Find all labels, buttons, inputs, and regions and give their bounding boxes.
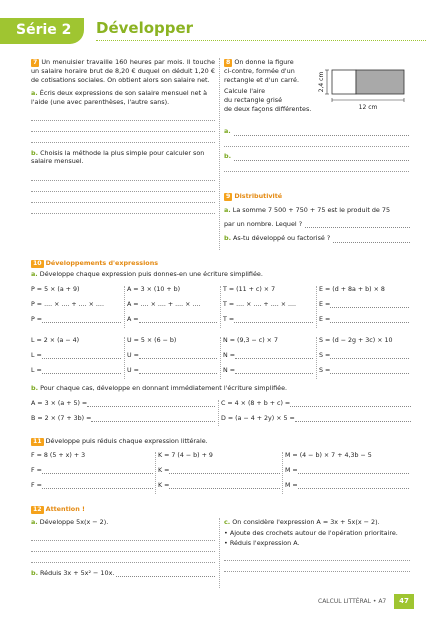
exercise-12-c-bullet-1: Ajoute des crochets autour de l'opération prioritaire.	[229, 528, 398, 537]
exercise-9	[224, 192, 410, 243]
expression-l: L = 2 × (a − 4)	[31, 337, 80, 344]
part-label: a.	[224, 206, 231, 215]
answer-line[interactable]	[31, 552, 215, 563]
exercise-8-intro-3: rectangle et d'un carré.	[224, 75, 300, 84]
answer-line[interactable]	[31, 121, 215, 132]
exercise-10-title: Développements d'expressions	[45, 259, 159, 267]
exercise-8-answers	[224, 125, 409, 172]
expression-p-result: P =	[31, 316, 43, 323]
part-label: b.	[31, 568, 39, 577]
answer-line[interactable]	[116, 570, 215, 577]
expression-b-a: A = 3 × (a + 5) =	[31, 400, 88, 407]
expression-b-b: B = 2 × (7 + 3b) =	[31, 415, 92, 422]
answer-line[interactable]	[42, 367, 121, 374]
expression-u: U = 5 × (6 − b)	[127, 337, 177, 344]
answer-line[interactable]	[290, 400, 411, 407]
answer-line[interactable]	[235, 367, 313, 374]
answer-line[interactable]	[330, 301, 409, 308]
expression-f-result: F =	[31, 482, 42, 489]
answer-line[interactable]	[42, 467, 153, 474]
expression-n-result: N =	[223, 367, 235, 374]
expression-p: P = 5 × (a + 9)	[31, 286, 80, 293]
exercise-10-b-text: Pour chaque cas, développe en donnant immédiatement l'écriture simplifiée.	[40, 384, 288, 392]
page-header	[0, 0, 435, 46]
exercise-8-calc-1: Calcule l'aire	[224, 87, 266, 96]
exercise-10-b-grid	[31, 400, 411, 428]
expression-e: E = (d + 8a + b) × 8	[319, 286, 385, 293]
answer-line[interactable]	[139, 316, 217, 323]
exercise-12-c-bullet-2: Réduis l'expression A.	[229, 539, 300, 548]
expression-f-step: F =	[31, 467, 42, 474]
exercise-7	[31, 58, 215, 214]
answer-line[interactable]	[139, 367, 217, 374]
answer-line[interactable]	[234, 316, 313, 323]
page-number: 47	[394, 594, 414, 609]
expression-m: M = (4 − b) × 7 + 4,3b − 5	[285, 452, 372, 459]
exercise-10	[31, 259, 411, 279]
series-label: Série 2	[16, 22, 72, 38]
expression-s-step: S =	[319, 352, 331, 359]
exercise-12-c-text: On considère l'expression A = 3x + 5x(x − 2).	[232, 518, 380, 526]
footer-chapter: CALCUL LITTÉRAL • A7	[318, 598, 387, 605]
answer-line[interactable]	[169, 467, 280, 474]
answer-line[interactable]	[224, 161, 409, 172]
bullet-icon: •	[224, 539, 228, 548]
expression-n-step: N =	[223, 352, 235, 359]
answer-line[interactable]	[298, 467, 409, 474]
answer-line[interactable]	[234, 153, 409, 161]
expression-s: S = (d − 2g + 3c) × 10	[319, 337, 393, 344]
part-label: b.	[31, 384, 39, 392]
height-label: 2,4 cm	[318, 71, 325, 93]
exercise-11-title: Développe puis réduis chaque expression littérale.	[45, 437, 208, 445]
part-label: a.	[31, 518, 38, 526]
part-label: a.	[31, 270, 38, 279]
exercise-12-b-text: Réduis 3x + 5x² − 10x.	[40, 568, 115, 577]
answer-line[interactable]	[234, 128, 409, 136]
answer-line[interactable]	[31, 203, 215, 214]
width-label: 12 cm	[358, 104, 378, 111]
answer-line[interactable]	[31, 530, 215, 541]
expression-k: K = 7 (4 − b) + 9	[158, 452, 213, 459]
rectangle-figure	[318, 64, 410, 114]
expression-s-result: S =	[319, 367, 331, 374]
part-label: b.	[224, 152, 232, 161]
part-label: c.	[224, 518, 231, 526]
part-label: a.	[31, 89, 38, 98]
exercise-number: 7	[33, 59, 38, 66]
exercise-number: 11	[33, 438, 42, 445]
column-separator	[219, 518, 220, 588]
exercise-12-right	[224, 518, 410, 572]
answer-line[interactable]	[91, 415, 215, 422]
exercise-12-left	[31, 518, 215, 577]
exercise-12-a-text: Développe 5x(x − 2).	[39, 518, 109, 526]
expression-u-step: U =	[127, 352, 139, 359]
answer-line[interactable]	[87, 400, 215, 407]
expression-a: A = 3 × (10 + b)	[127, 286, 181, 293]
exercise-9-b-text: As-tu développé ou factorisé ?	[233, 234, 331, 243]
answer-line[interactable]	[305, 221, 410, 228]
exercise-9-title: Distributivité	[234, 192, 283, 200]
expression-f: F = 8 (5 + x) + 3	[31, 452, 86, 459]
answer-line[interactable]	[330, 352, 409, 359]
column-separator	[219, 58, 220, 250]
answer-line[interactable]	[235, 352, 313, 359]
exercise-7-a-text: Écris deux expressions de son salaire mensuel net à l'aide (une avec parenthèses, l'autre sans).	[31, 89, 208, 106]
answer-line[interactable]	[31, 170, 215, 181]
bullet-icon: •	[224, 528, 228, 537]
expression-u-result: U =	[127, 367, 139, 374]
answer-line[interactable]	[31, 181, 215, 192]
answer-line[interactable]	[31, 110, 215, 121]
answer-line[interactable]	[295, 415, 411, 422]
answer-line[interactable]	[42, 316, 121, 323]
exercise-8-calc-2: du rectangle grisé	[224, 95, 283, 104]
exercise-8-intro-2: ci-contre, formée d'un	[224, 67, 295, 76]
expression-b-c: C = 4 × (8 + b + c) =	[221, 400, 291, 407]
answer-line[interactable]	[333, 236, 410, 243]
expression-a-step[interactable]: A = .... × .... + .... × ....	[127, 301, 201, 308]
exercise-8-intro-1: On donne la figure	[234, 58, 294, 66]
answer-line[interactable]	[42, 352, 121, 359]
expression-k-step: K =	[158, 467, 170, 474]
answer-line[interactable]	[224, 561, 410, 572]
expression-l-step: L =	[31, 352, 42, 359]
part-label: a.	[224, 127, 231, 136]
square-shape	[332, 70, 356, 94]
exercise-10-grid-row-2	[31, 337, 411, 381]
part-label: b.	[31, 148, 39, 157]
answer-line[interactable]	[330, 316, 409, 323]
exercise-10-a-text: Développe chaque expression puis donnes-en une écriture simplifiée.	[39, 270, 263, 279]
answer-line[interactable]	[31, 132, 215, 143]
expression-e-result: E =	[319, 316, 331, 323]
answer-line[interactable]	[31, 192, 215, 203]
exercise-8-calc-3: de deux façons différentes.	[224, 104, 312, 113]
exercise-number: 9	[226, 193, 231, 200]
expression-m-step: M =	[285, 467, 298, 474]
expression-n: N = (9,3 − c) × 7	[223, 337, 278, 344]
exercise-9-a-text2: par un nombre. Lequel ?	[224, 219, 303, 228]
exercise-7-intro: Un menuisier travaille 160 heures par mois. Il touche un salaire horaire brut de 8,20 € duquel on déduit 1,20 € de cotisations sociales. On obtient alors son salaire net.	[31, 58, 215, 84]
expression-e-step: E =	[319, 301, 331, 308]
exercise-number: 8	[226, 59, 231, 66]
expression-b-d: D = (a − 4 + 2y) × 5 =	[221, 415, 295, 422]
answer-line[interactable]	[298, 482, 409, 489]
expression-p-step[interactable]: P = .... × .... + .... × ....	[31, 301, 104, 308]
part-label: b.	[224, 234, 232, 243]
expression-t-step[interactable]: T = .... × .... + .... × ....	[223, 301, 296, 308]
expression-l-result: L =	[31, 367, 42, 374]
expression-m-result: M =	[285, 482, 298, 489]
exercise-10-grid-row-1	[31, 286, 411, 330]
expression-t: T = (11 + c) × 7	[223, 286, 276, 293]
exercise-12-title: Attention !	[45, 505, 85, 513]
exercise-number: 10	[33, 260, 42, 267]
exercise-11-grid	[31, 452, 411, 496]
exercise-number: 12	[33, 506, 42, 513]
exercise-9-a-text: La somme 7 500 + 750 + 75 est le produit de 75	[232, 206, 391, 215]
answer-line[interactable]	[224, 136, 409, 147]
answer-line[interactable]	[330, 367, 409, 374]
exercise-7-b-text: Choisis la méthode la plus simple pour calculer son salaire mensuel.	[31, 148, 205, 166]
expression-k-result: K =	[158, 482, 170, 489]
answer-line[interactable]	[31, 541, 215, 552]
answer-line[interactable]	[42, 482, 153, 489]
answer-line[interactable]	[224, 550, 410, 561]
title-underline	[96, 40, 426, 41]
answer-line[interactable]	[169, 482, 280, 489]
expression-a-result: A =	[127, 316, 139, 323]
page-title: Développer	[96, 19, 194, 37]
answer-line[interactable]	[139, 352, 217, 359]
shaded-rectangle	[356, 70, 404, 94]
expression-t-result: T =	[223, 316, 235, 323]
